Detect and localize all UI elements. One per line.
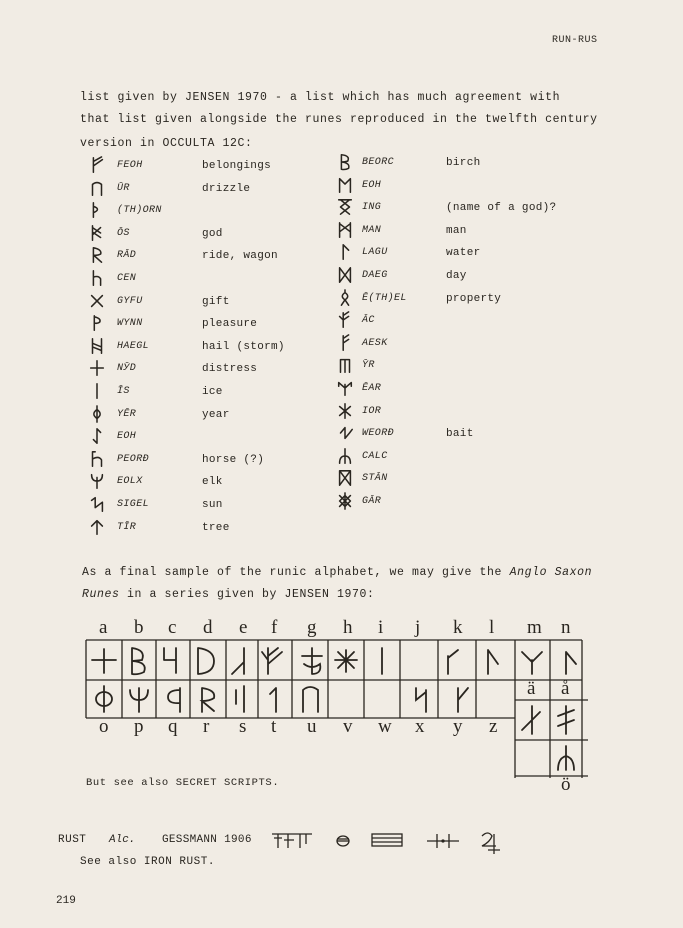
page-number: 219 <box>56 895 76 907</box>
rune-name: LAGU <box>362 247 388 259</box>
rune-meaning: man <box>446 224 467 237</box>
rune-name: FEOH <box>117 160 143 171</box>
alphabet-letter-q: q <box>168 716 178 737</box>
alphabet-letter-extra-2: å <box>561 678 570 699</box>
rust-symbol-3-icon <box>372 834 402 846</box>
alphabet-letter-t: t <box>271 716 277 737</box>
alphabet-letter-g: g <box>307 617 317 638</box>
rust-symbol-4-icon <box>427 834 459 848</box>
alphabet-letter-d: d <box>203 617 213 638</box>
alphabet-letter-s: s <box>239 716 247 737</box>
rune-meaning: belongings <box>202 160 272 172</box>
rune-name: EOLX <box>117 476 143 488</box>
alphabet-letter-e: e <box>239 617 248 638</box>
rune-name: WEORĐ <box>362 428 395 440</box>
rune-name: MAN <box>362 224 382 236</box>
see-also-secret-scripts: But see also SECRET SCRIPTS. <box>86 777 280 789</box>
rune-name: STĀN <box>362 473 388 485</box>
rust-abbreviation: Alc. <box>109 834 136 846</box>
rune-meaning: ice <box>202 386 223 398</box>
alphabet-letter-x: x <box>415 716 425 737</box>
alphabet-letter-i: i <box>378 617 384 638</box>
rune-meaning: birch <box>446 157 481 169</box>
rune-name: ĪS <box>117 386 130 397</box>
rune-meaning: pleasure <box>202 318 258 331</box>
rune-name: YĒR <box>117 408 137 420</box>
rune-name: ĀC <box>362 315 375 327</box>
rust-source: GESSMANN 1906 <box>162 834 252 846</box>
alphabet-letter-h: h <box>343 617 353 638</box>
rune-meaning: drizzle <box>202 182 251 195</box>
alphabet-letter-f: f <box>271 617 278 638</box>
rune-name: PEORĐ <box>117 453 150 465</box>
alphabet-letter-o-umlaut: ö <box>561 774 571 795</box>
final-sample-italic-2: Runes <box>82 588 120 601</box>
rune-name: RĀD <box>117 250 137 262</box>
rune-meaning: day <box>446 270 467 282</box>
rune-meaning: horse (?) <box>202 453 265 466</box>
rune-meaning: elk <box>202 476 223 489</box>
rust-symbol-1-icon <box>272 834 312 848</box>
rune-meaning: ride, wagon <box>202 250 278 263</box>
intro-line-3: version in OCCULTA 12C: <box>80 137 253 150</box>
running-head: RUN-RUS <box>552 35 598 46</box>
rune-name: Ē(TH)EL <box>362 292 407 304</box>
alphabet-letter-b: b <box>134 617 144 638</box>
rune-meaning: god <box>202 227 223 240</box>
final-sample-text-2: in a series given by JENSEN 1970: <box>119 588 375 601</box>
alphabet-letter-u: u <box>307 716 317 737</box>
rune-name: HAEGL <box>117 340 150 352</box>
rune-meaning: hail (storm) <box>202 340 285 353</box>
rune-name: DAEG <box>362 270 388 281</box>
rune-meaning: (name of a god)? <box>446 202 557 215</box>
rune-name: ĒAR <box>362 383 382 394</box>
rust-headword: RUST <box>58 834 87 846</box>
alphabet-letter-y: y <box>453 716 463 737</box>
rune-meaning: year <box>202 408 230 421</box>
rune-name: NӮD <box>117 363 137 375</box>
rune-meaning: distress <box>202 363 258 376</box>
alphabet-letter-w: w <box>378 716 392 737</box>
alphabet-letter-extra-1: ä <box>527 678 536 699</box>
alphabet-letter-z: z <box>489 716 498 737</box>
rune-name: ȲR <box>362 360 375 372</box>
alphabet-letter-c: c <box>168 617 177 638</box>
rune-name: EOH <box>362 179 382 191</box>
rust-symbol-5-icon <box>482 833 500 854</box>
rune-meaning: gift <box>202 295 230 308</box>
rune-meaning: bait <box>446 428 474 441</box>
rust-symbol-2-icon <box>337 836 349 846</box>
rune-name: IOR <box>362 405 382 417</box>
rune-name: ŪR <box>117 182 130 194</box>
rune-meaning: sun <box>202 499 223 511</box>
rune-name: ŌS <box>117 227 130 239</box>
rune-name: (TH)ORN <box>117 205 162 217</box>
rune-name: GYFU <box>117 295 143 307</box>
final-sample-text-1: As a final sample of the runic alphabet, we may give the <box>82 566 510 579</box>
rune-name: GĀR <box>362 496 382 507</box>
rune-meaning: tree <box>202 521 230 534</box>
rune-name: WYNN <box>117 318 143 330</box>
rune-name: BEORC <box>362 157 395 168</box>
rune-meaning: water <box>446 247 481 260</box>
alphabet-letter-k: k <box>453 617 463 638</box>
intro-line-2: that list given alongside the runes reproduced in the twelfth century <box>80 113 598 126</box>
rune-name: CALC <box>362 450 388 462</box>
rune-name: SIGEL <box>117 499 150 510</box>
intro-line-1: list given by JENSEN 1970 - a list which has much agreement with <box>80 91 561 104</box>
rust-see-also: See also IRON RUST. <box>80 856 215 868</box>
rune-name: EOH <box>117 431 137 443</box>
alphabet-letter-v: v <box>343 716 353 737</box>
final-sample-italic-1: Anglo Saxon <box>509 566 593 579</box>
alphabet-letter-n: n <box>561 617 571 638</box>
alphabet-letter-r: r <box>203 716 210 737</box>
rune-name: TĪR <box>117 521 137 533</box>
alphabet-letter-m: m <box>527 617 542 638</box>
alphabet-letter-a: a <box>99 617 108 638</box>
alphabet-letter-o: o <box>99 716 109 737</box>
alphabet-letter-l: l <box>489 617 495 638</box>
rune-name: AESK <box>362 337 388 349</box>
rune-meaning: property <box>446 292 502 305</box>
rune-name: ING <box>362 202 382 214</box>
alphabet-letter-j: j <box>415 617 421 638</box>
rune-name: CEN <box>117 273 137 284</box>
alphabet-letter-p: p <box>134 716 144 737</box>
